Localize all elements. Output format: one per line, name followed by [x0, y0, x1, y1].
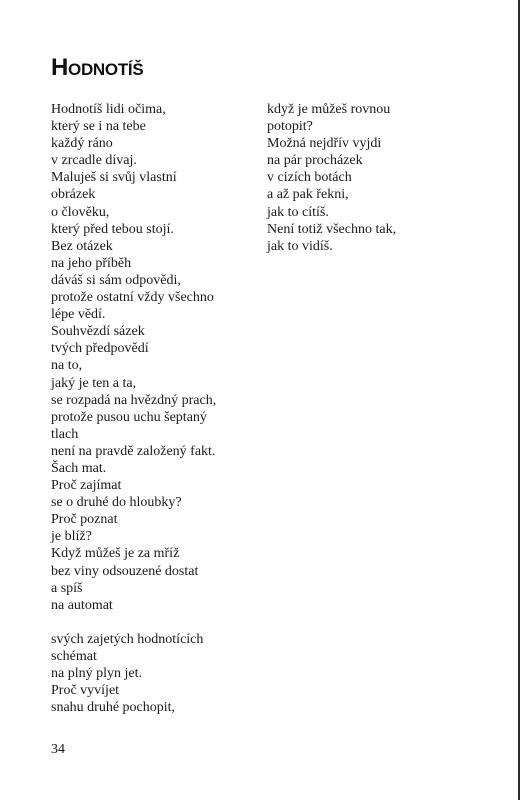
page-number: 34: [51, 742, 65, 757]
poem-line: když je můžeš rovnou: [267, 102, 391, 117]
poem-line: Šach mat.: [51, 460, 107, 476]
poem-line: jak to vidíš.: [267, 238, 333, 254]
poem-line: Není totiž všechno tak,: [267, 221, 397, 237]
poem-column-left: [51, 101, 256, 716]
poem-column-right: [267, 101, 467, 255]
poem-line: Proč zajímat: [51, 478, 122, 494]
poem-line: každý ráno: [51, 136, 113, 152]
poem-line: jaký je ten a ta,: [51, 375, 137, 391]
poem-title: Hodnotíš: [51, 54, 144, 81]
poem-line: který se i na tebe: [51, 119, 146, 135]
poem-line: a až pak řekni,: [267, 187, 349, 203]
poem-line: na jeho příběh: [51, 255, 132, 271]
poem-line: tlach: [51, 426, 79, 442]
poem-line: na automat: [51, 597, 113, 613]
poem-line: se rozpadá na hvězdný prach,: [51, 392, 217, 408]
poem-line: v zrcadle dívaj.: [51, 153, 137, 169]
stanza: [51, 631, 256, 716]
poem-line: obrázek: [51, 187, 96, 203]
stanza: [51, 101, 256, 614]
poem-line: Možná nejdřív vyjdi: [267, 136, 382, 152]
poem-line: je blíž?: [51, 529, 92, 545]
poem-line: na plný plyn jet.: [51, 666, 142, 681]
poem-line: dáváš si sám odpovědi,: [51, 272, 181, 288]
poem-line: Proč vyvíjet: [51, 683, 120, 699]
poem-line: Maluješ si svůj vlastní: [51, 170, 177, 186]
stanza: [267, 101, 467, 255]
poem-line: svých zajetých hodnotících: [51, 631, 204, 647]
poem-line: není na pravdě založený fakt.: [51, 443, 216, 459]
poem-line: Souhvězdí sázek: [51, 324, 145, 340]
poem-line: jak to cítíš.: [267, 204, 329, 220]
poem-line: Bez otázek: [51, 238, 113, 254]
poem-line: Když můžeš je za mříž: [51, 546, 180, 562]
poem-line: v cizích botách: [267, 170, 352, 186]
poem-line: protože pusou uchu šeptaný: [51, 409, 207, 425]
poem-line: schémat: [51, 648, 97, 664]
poem-line: a spíš: [51, 580, 83, 596]
poem-line: tvých předpovědí: [51, 341, 149, 357]
poem-line: protože ostatní vždy všechno: [51, 290, 214, 306]
poem-line: potopit?: [267, 119, 313, 135]
poem-line: snahu druhé pochopit,: [51, 700, 176, 716]
poem-line: Proč poznat: [51, 512, 118, 528]
poem-line: Hodnotíš lidi očima,: [51, 102, 166, 117]
poem-line: o člověku,: [51, 204, 110, 220]
poem-line: bez viny odsouzené dostat: [51, 563, 199, 579]
poem-line: na pár procházek: [267, 153, 363, 169]
poem-line: lépe vědí.: [51, 307, 106, 323]
poem-line: který před tebou stojí.: [51, 221, 174, 237]
poem-line: na to,: [51, 358, 83, 374]
poem-line: se o druhé do hloubky?: [51, 495, 182, 511]
